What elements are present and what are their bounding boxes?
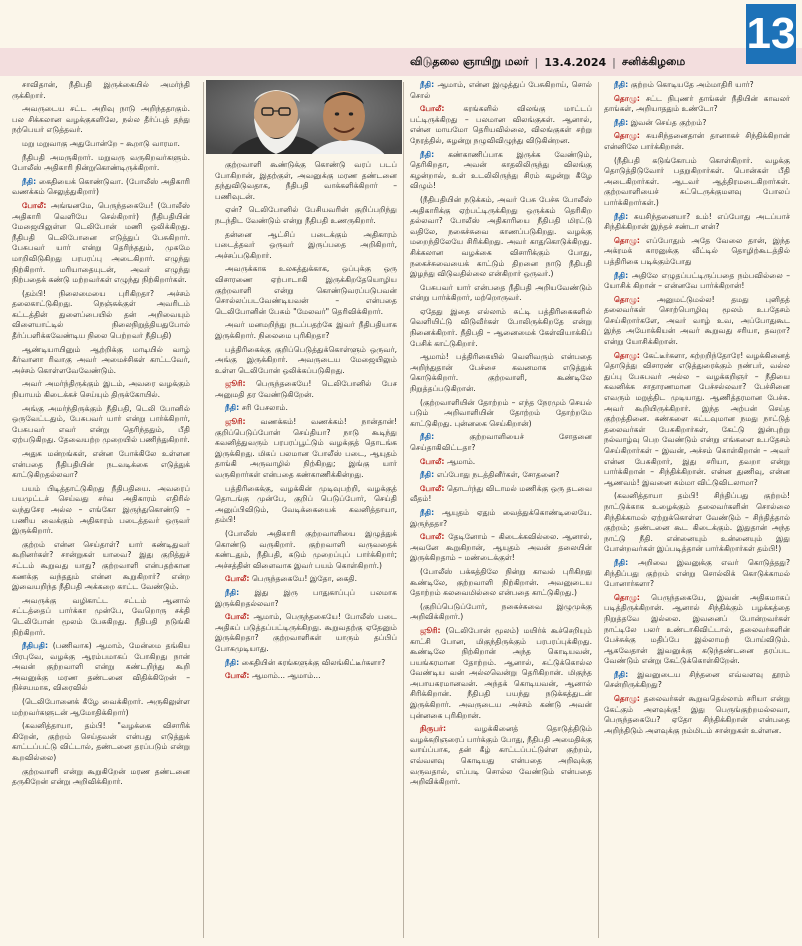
speaker-label: நீதி: [420,80,438,89]
article-paragraph: போலீ: ஆமாம், பெருந்தகையே! போலீஸ் படை அதிகப் படுத்தப்பட்டிருக்கிறது. கூறுவதற்கு ஏதேனும் இருக்கிறதா? குற்றவாளிகள் யாரும் தப்பிப் போகமுடியாது. [215,612,397,653]
article-paragraph: தொழு: சட்ட நிபுணர் தாங்கள் நீதியின் காவலர் தாங்கள், அறியாததும் உண்டோ? [604,93,790,114]
article-paragraph: அவர் மனமறிந்து நடப்பதற்கே இவர் நீதிபதியாக இருக்கிறார். நிலைமை புரிகிறதா? [215,320,397,340]
speaker-label: நீதி: [225,403,242,413]
article-paragraph: ஏதேது இதை எல்லாம் சுட்டி பத்திரிகைகளில் வெளியிட்டு விடுவீர்கள் போலிருக்கிறதே என்று நினைக்கிறார். நீதிபதி – ஆனைமைக் கேள்வியாக்கிப் பேசிக் காட்டுகிறார். [410,306,592,348]
article-paragraph: சாவிதான், நீதிபதி இருக்கையில் அமர்ந்தி ருக்கிறார். [12,80,190,100]
article-paragraph: நீதி: குற்றம் கொடியதே அம்மாதிரி யார்? [614,80,754,89]
publication-date: 13.4.2024 [544,55,607,69]
article-paragraph: போலீ: அங்ஙனமே, பெருந்தகையே! (போலீஸ் அதிகாரி வெளியே செல்கிறார்) நீதிபதியின் மேஜையிலுள்ள டெலிபோன் மணி ஒலிக்கிறது. நீதிபதி டெலிபோனை எடுத்துப் பேசுகிறார். பேசுபவர் யார் என்று தெரிந்ததும், முகமே மாறிவிடுகிறது பரபரப்பு அடைகிறார். எழுந்து நிற்கிறார். மரியாதையுடன், அவர் எழுந்து நிற்பதைக் கண்டு மற்றவர்கள் எழுந்து நிற்கிறார்கள். [12,200,190,285]
article-paragraph: நீதி: கைதியைக் கொண்டுவா. (போலீஸ் அதிகாரி வணக்கம் செலுத்துகிறார்) [12,176,190,197]
article-paragraph: போலீ: கரங்களில் விலங்கு மாட்டப் பட்டிருக்கிறது – பலமான விலங்குகள். ஆனால், என்ன மாயமோ தெரியவில்லை, விலங்குகள் சற்று நேரத்தில், சுழன்று நழுவிவிழுந்து விடுகின்றன. [410,104,592,145]
speaker-label: தொழு: [614,294,657,304]
speaker-label: நீதி: [614,669,638,679]
speaker-label: போலீ: [225,612,254,622]
article-paragraph: மறு மறுவாகு அதுபோன்றே – கூறாடு வாரமா. [22,138,180,148]
speaker-label: தொழு: [614,592,652,602]
article-column-4 [604,80,790,940]
speaker-label: நீதி: [420,432,470,442]
article-paragraph: பத்திரிகைக்கு குறிப்பெடுத்துக்கொள்ளும் ஒருவர், அங்கு இருக்கிறார். அவருடைய மேஜையிலும் உள்ள டெலிபோன் ஒலிக்கப்படுகிறது. [215,344,397,375]
article-paragraph: போலீ: ஆமாம்... ஆமாம்... [225,671,321,681]
article-paragraph: போலீ: தேடினோம் – கிடைக்கவில்லை. ஆனால், அவனே கூறுகிறான், ஆயுதம் அவன் தலையின் இருக்கிறதாம் – மண்டைக்குள்! [410,532,592,563]
page-number-badge: 13 [746,4,796,64]
article-paragraph: அவருடைய சட்ட அறிவு நாடு அறிந்ததாகும். பல சிக்கலான வழக்குகளிலே, நல்ல தீர்ப்புத் தந்து நற்பெயர் எடுத்தவர். [12,104,190,135]
speaker-label: தொழு: [614,93,646,103]
article-paragraph: (கவனித்தாயா தம்பி! சிந்திப்பது குற்றம்! நாட்டுக்காக உழைக்கும் தலைவர்களின் சொல்லை சிந்திக்காமல் ஏற்றுக்கொள்ள வேண்டும் – சிந்தித்தால் குற்றம்; தண்டனை கூட கிடைக்கும். இதுதான் அந்த நாட்டு நீதி. என்னையும் உன்னையும் இது போன்றவர்கள் இப்படித்தான் பார்க்கிறார்கள் தம்பி!) [604,491,790,554]
article-paragraph: நிருபர்: வழக்கினைத் தொடுத்திடும் வழக்கறிஞரைப் பார்க்கும் போது, நீதிபதி அமைதிக்கு வாய்ப்பாக, தன் கீழ் காட்டப்பட்டுள்ள குற்றம், எவ்வளவு கொடியது என்பதை அறிவுக்கு வருவதால், எப்படி சொல்ல வேண்டும் என்பதை அறிவிக்கிறார். [410,724,592,787]
article-paragraph: நீதி: கைதியின் கரங்களுக்கு விலங்கிட்டீர்களா? [225,657,386,667]
speaker-label: நீதி: [420,470,437,480]
speaker-label: தொழு: [614,131,647,141]
article-paragraph: அங்கு அமர்ந்திருக்கும் நீதிபதி, டெலி போனில் ஒருவேட்டதும், பேசுபவர் யார் என்று பார்க்கிறார், பேசுபவர் எவர் என்று தெரிந்ததும், பீதி ஏற்படுகிறது. தேவையற்ற முறையில் பணிந்துகிறார். [12,403,190,445]
article-paragraph: (டெலிபோனைக் கீழே வைக்கிறார். அருகிலுள்ள மற்றவர்களுடன் ஆமோதிக்கிறார்) [12,697,190,717]
article-paragraph: ஜூரி: (டெலிபோன் மூலம்) மயிர்க் கூச்செறியும் காட்சி போன, மிகுந்திருக்கும் பரபரப்புக்கிறது. கூண்டிலே நிற்கிறான் அந்த கொடியவன், பயங்கரமான தோற்றம். ஆனால், சுட்டுக்கொல்ல வேண்டிய வன் அல்லவென்று தெரிகிறான். மிகுந்த அபாயகரமானவன். அந்தக் கொடியவன், ஆனால் சிரிக்கிறான். நீதிபதி பயந்து நடுக்கத்துடன் இருக்கிறார். அவருடைய அச்சம் கண்டு அவன் புன்னகை புரிகிறான். [410,625,592,720]
speaker-label: போலீ: [420,483,448,493]
article-paragraph: ஆண்டியாயினும் ஆற்றிக்கு மாடியில் வாழ் கீர்வானா ரிவாகு அவர் அமைச்சிகள் காட்டவேர், அச்சம் கொள்ளவேவேண்டும். [12,344,190,375]
speaker-label: நீதி: [614,557,638,567]
speaker-label: போலீ: [225,574,253,584]
article-paragraph: குற்றவாளி கூண்டுக்கு கொண்டு வரப் படப் போகிறான், இதற்குள், அவனுக்கு மரண தண்டனை தந்துவிடுவதாக, நீதிபதி வாக்களிக்கிறார் – பணிவுடன். [215,160,397,201]
article-column-2 [215,160,397,940]
article-paragraph: (நீதிபதி கடுங்கோபம் கொள்கிறார். வழக்கு தொடுத்திடுவோர் பதறுகிறார்கள். பொன்கள் பீதி அடைகிறார்கள். ஆடவர் ஆத்திரமடைகிறார்கள். குற்றவாளியைச் சுட்டெருக்குமளவு போலப் பார்க்கிறார்கள்.) [604,155,790,207]
publication-title: விடுதலை ஞாயிறு மலர் [410,54,529,68]
speaker-label: நீதி: [225,657,242,667]
article-paragraph: தொழு: எப்போதும் அதே வேலை தான், இந்த அக்ரமக் காரனுக்கு வீட்டில் தொழிற்கூடத்தில் பத்திரிகை படிக்கும்போது [604,235,790,266]
speaker-label: நீதி: [614,270,632,280]
speaker-label: நீதி: [22,176,40,186]
speaker-label: நீதி: [614,117,631,127]
article-paragraph: நீதி: சரி பேசலாம். [225,403,288,413]
article-paragraph: நீதி: கண்காணிப்பாக இருக்க வேண்டும், தெரிகிறதா, அவன் காதலிலிருந்து விலங்கு கழன்றால், உள் உடலிலிருந்து சிரம் கழன்று கீழே விழும்! [410,149,592,191]
article-paragraph: குற்றவாளி என்று கூறுகிறேன் மரண தண்டனை தருகிறேன் என்று அறிவிக்கிறார். [12,766,190,787]
speaker-label: நீதி: [420,507,442,517]
speaker-label: ஜூரி: [225,417,261,427]
speaker-label: தொழு: [614,694,644,704]
header-separator: | [534,55,539,69]
article-paragraph: நீதி: அறிவை இவனுக்கு எவர் கொடுத்தது? சிந்திப்பது குற்றம் என்று சொல்லிக் கொடுக்காமல் போனார்களா? [604,557,790,589]
article-column-3 [410,80,592,940]
speaker-label: நீதி: [225,587,255,597]
article-paragraph: ஏன்? டெலிபோனில் பேசியவரின் குறிப்பறிந்து நடந்திட வேண்டும் என்று நீதிபதி உணருகிறார். [215,205,397,225]
article-paragraph: பயம் பிடித்தாட்டுகிறது நீதிபதியை. அவரைப் பயமுட்டச் செய்வது சர்வ அதிகாரம் எதிரில் வந்துசேர அல்ல – எங்கோ இருந்துகொண்டு – பணிய வைக்கும் அதிகாரம் படைத்தவர் ஒருவர் இருக்கிறார். [12,483,190,536]
article-paragraph: (தம்பி! நிலைமையை புரிகிறதா? அச்சம் தலைகாட்டுகிறது. நெஞ்சுக்குள் அவரிடம் கட்டத்தின் துளைப்பையில் தன் அறிவையும் விளையாட்டில் நிலைநிறுத்தியதுபோல் தீர்ப்பளிக்கவேண்டிய நிலை பெற்றவர் நீதிபதி) [12,288,190,341]
speaker-label: ஜூரி: [420,625,446,635]
speaker-label: போலீ: [22,200,51,210]
speaker-label: நீதி: [614,211,634,221]
speaker-label: போலீ: [420,104,464,114]
speaker-label: நிருபர்: [420,724,475,734]
article-paragraph: நீதி: சுயசிந்தனையா? உம்! எப்போது அடப்பாச் சிந்திக்கிறான் இந்தச் சண்டா ளன்? [604,211,790,232]
article-paragraph: பேசுபவர் யார் என்பதை நீதிபதி அறியவேண்டும் என்று பார்க்கிறார், மற்றொருவர். [410,282,592,303]
article-paragraph: ஜூரி: பெருந்தகையே! டெலிபோனில் பேச அனுமதி தர வேண்டுகிறேன். [215,379,397,399]
article-paragraph: தொழு: சுயசிந்தனைதான் தானாகச் சிந்திக்கிறான் என்னிலே பார்க்கிறான். [604,131,790,151]
article-paragraph: அவருக்காக உலகத்துக்காக, ஒப்புக்கு ஒரு விசாரணை ஏற்பாடாகி இருக்கிறதேயொழிய குற்றவாளி என்று கொண்டுவரப்படுபவன் சொல்லப்படவேண்டியவன் – என்பதை டெலிபோனின் பேசும் "மேலவர்" தெரிவிக்கிறார். [215,264,397,316]
article-paragraph: போலீ: ஆமாம். [420,456,476,466]
article-column-1 [12,80,190,940]
article-paragraph: நீதி: ஆமாம், என்ன இழுத்துப் பேசுகிறாய், சொல் சொல் [410,80,592,100]
column-divider [403,82,404,938]
speaker-label: நீதி: [420,149,449,159]
article-paragraph: நீதி: குற்றவாளியைச் சோதனை செய்தாகிவிட்டதா? [410,432,592,452]
article-paragraph: தன்னை ஆட்சிப் படைக்கும் அதிகாரம் படைத்தவர் ஒருவர் இருப்பதை அறிகிறார், அச்சப்படுகிறார். [215,229,397,260]
publication-day: சனிக்கிழமை [621,54,686,68]
speaker-label: தொழு: [614,350,643,360]
column-divider [203,82,204,938]
article-paragraph: (போலீஸ் பக்கத்திலே நின்று காவல் புரிகிறது கூண்டிலே, குற்றவாளி நிற்கிறான். அவனுடைய தோற்றம் கலவைமில்லை என்பதை காட்டுகிறது.) [410,566,592,598]
article-paragraph: அவருக்கு வழிகாட்ட சட்டம் ஆனால் சட்டத்தைப் பார்க்கா முன்பே, வேறொரு சக்தி டெலிபோன் மூலம் பேசுகிறது. நீதிபதி நடுங்கி நிற்கிறார். [12,595,190,637]
article-paragraph: குற்றம் என்ன செய்தாள்? யார் கண்டிதுவர் கூறினர்கள்? சான்றுகள் யாவை? இது குறித்துச் சட்டம் கூறுவது யாது? குற்றவாளி என்பதற்கான கணக்கு வந்ததும் என்ன கூறுகிறார்? என்ற இவையறிந்த நீதிபதி அக்கறை காட்ட வேண்டும். [12,539,190,592]
article-paragraph: தொழு: கேட்டீர்களா, கற்றறிந்தோரே! வழக்கினைத் தொடுத்து விசாரண் எடுத்துரைக்கும் நண்பர், வல்ல துப்பு பேசுபவர் அல்ல – வழக்கறிஞர் – நீதியை கவனிக்க சாதாரணமான பேச்சல்லவா? பேச்சினை எவரும் மறுத்திட முடியாது. ஆணித்தரமான பேச்சு. அவர் கூறியிருக்கிறார். இந்த அற்பன் செய்த குற்றத்தினை. கண்களை கட்டவுமான நமது நாட்டுத் தலைவர்கள் பேசுகிறார்கள், கேட்டு இன்புற்று நல்வாழ்வு பெற வேண்டும் என்று எங்களை உபதேசம் செய்கிறார்கள் – இவன், அச்சம் கொள்கிறான் – அவர் என்ன பேசுகிறார், இது சரியா, தவறா என்று பார்க்கிறான் – சிந்திக்கிறான். என்ன துணிவு, என்ன ஆணவம்! இவனை சும்மா விட்டுவிடலாமா? [604,350,790,487]
article-paragraph: நீதி: இது இரு பாதுகாப்புப் பலமாக இருக்கிறதல்லவா? [215,587,397,608]
speaker-label: நீதிபதி: [22,641,53,651]
page-header [410,52,685,72]
article-paragraph: நீதி: எப்போது நடத்தினீர்கள், சோதனை? [420,470,560,480]
article-paragraph: (கவனித்தாயா, தம்பி! "வழக்கை விசாரிக் கிறேன், குற்றம் செய்தவன் என்பது எடுத்துக் காட்டப்பட்டு விட்டால், தண்டனை தரப்படும் என்று கூறவில்லை) [12,721,190,763]
speaker-label: நீதி: [614,80,631,89]
article-paragraph: தொழு: பெருந்தகையே, இவன் அதிகமாகப் படித்திருக்கிறான். ஆனால் சிந்திக்கும் பழக்கத்தை நிறுத்தவே இல்லை. இவனைப் போன்றவர்கள் நாட்டிலே பலர் உண்டாகிவிட்டால், தலைவர்களின் பேச்சுக்கு மதிப்பே இல்லாமற் போய்விடும். ஆகவேதான் இவனுக்கு கடுந்தண்டனை தரப்பட வேண்டும் என்று கேட்டுக்கொள்கிறேன். [604,592,790,666]
article-paragraph: நீதி: அதிலே எழுதப்பட்டிருப்பதை நம்பவில்லை – யோசிக் கிறான் – என்னவே பார்க்கிறான்! [604,270,790,291]
article-paragraph: தொழு: தலைவர்கள் கூறுவதெல்லாம் சரியா என்று கேட்கும் அளவுக்கு! இது பெருங்குற்றமல்லவா, பெருந்தகையே? ஏதோ சிந்திக்கிறான் என்பதை அறிந்திடும் அளவுக்கு நம்மிடம் சான்றுகள் உள்ளன. [604,694,790,735]
article-paragraph: நீதி: இவனுடைய சிந்தனை எவ்வளவு தூரம் சென்றிருக்கிறது? [604,669,790,690]
portrait-photo [206,80,402,154]
speaker-label: போலீ: [420,532,449,542]
article-paragraph: அதுக மன்றங்கள், என்ன போக்கிலே உள்ளன என்பதை நீதிபதியின் நடவடிக்கை எடுத்துக் காட்டுகிறதல்லவா? [12,449,190,480]
speaker-label: போலீ: [225,671,253,681]
header-separator: | [612,55,616,69]
speaker-label: ஜூரி: [225,379,256,389]
article-paragraph: (குற்றவாளியின் தோற்றம் – எந்த நேரமும் செயல் படும் அறிவாளியின் தோற்றம் தோற்றமே காட்டுகிறது. புன்னகை செய்கிறான்) [410,397,592,428]
article-paragraph: ஆமாம்! பத்திரிகையில் வெளிவரும் என்பதை அறிந்துதான் பேச்சை கவனமாக எடுத்துக் கொடுக்கிறார். குற்றவாளி, கூண்டிலே நிறுத்தப்படுகிறான். [410,352,592,394]
article-paragraph: நீதி: இவன் செய்த குற்றம்? [614,117,707,127]
article-paragraph: தொழு: அனுமட்டுமல்ல! தமது புனிதத் தலைவர்கள் சொற்பொழிவு மூலம் உபதேசம் செய்கிறார்களே, அவர் வாழ் உவ, அப்போதுகூட இந்த அயோக்கியன் அவர் கூறுவது சரியா, தவறா? என்று யோசிக்கிறான். [604,294,790,347]
article-paragraph: நீதி: ஆயுதம் ஏதும் வைத்துக்கொண்டிலையே. இருந்ததா? [410,507,592,528]
article-paragraph: போலீ: பெருந்தகையே! இதோ, கைதி. [225,574,358,584]
article-paragraph: (போலீஸ் அதிகாரி குற்றவாளியை இழுத்துக் கொண்டு வருகிறார். குற்றவாளி வருவதைக் கண்டதும், நீதிபதி, கடும் முறைப்புப் பார்க்கிறார்; அச்சத்தின் விளைவாக இவர் பயம் கொள்கிறார்.) [215,529,397,570]
speaker-label: தொழு: [614,235,647,245]
article-paragraph: (நீதிபதியின் நடுக்கம், அவர் பேசு பேச்சு போலீஸ் அதிகாரிக்கு ஏற்பட்டிருக்கிறது ஒருக்கம் தெரிகிற தல்லவா? போலீஸ் அதிகாரியை நீதிபதி மிரட்டு வதிலே, நகைச்சுவை காணப்படுகிறது. வழக்கு மறைந்திலேயே சிரிக்கிறது. அவர் காதுகொடுக்கிறது. சிக்கலான வழக்கை விசாரிக்கும் போது, நகைச்சுவையைக் காட்டும் திறனை நாடு நீதிபதி இழந்து விடுவதில்லை என்கிறார் ஒருவர்.) [410,194,592,279]
article-paragraph: (குறிப்பெடுப்போர், நகைச்சுவை இழுமுக்கு அறிவிக்கிறார்.) [410,601,592,622]
portrait-illustration [206,80,402,154]
column-divider [598,82,599,938]
article-paragraph: போலீ: தொடர்ந்து விடாமல் மணிக்கு ஒரு தடவை வீதம்! [410,483,592,504]
article-paragraph: அவர் அமர்ந்திருக்கும் இடம், அவரை வழக்கும் நியாயம் கிடைக்கச் செய்யும் திருக்கோயில். [12,379,190,400]
speaker-label: போலீ: [420,456,448,466]
article-paragraph: நீதிபதி அமருகிறார். மறுவரு வருகிறவர்களும். போலீஸ் அதிகாரி நின்றுகொண்டிருக்கிறார். [12,152,190,173]
article-paragraph: பத்திரிகைக்கு, வழக்கின் முடிவுபற்றி, வழக்குத் தொடங்கு முன்பே, குறிப் பெடுப்போர், செய்தி அனுப்பிவிடும், வேடிக்கையைக் கவனித்தாயா, தம்பி! [215,483,397,525]
article-paragraph: நீதிபதி: (பணிவாக) ஆமாம், மேன்மை தங்கிய பிரபுவே, வழக்கு ஆரம்பமாகப் போகிறது நான் அவன் குற்றவாளி என்று கண்டறிந்து கூறி அவனுக்கு மரண தண்டனை விதிக்கிறேன் – நிச்சயமாக, விரைவில் [12,641,190,693]
article-paragraph: ஜூரி: வணக்கம்! வணக்கம்! நான்தான்! குறிப்பெடுப்போன் செய்தியா? நாடு கூடிந்து கவனித்துவரும் பரபரப்பூட்டும் வழக்குத் தொடங்க இருக்கிறது. மிகப் பலமான போலீஸ் படை, ஆயுதம் தாங்கி அருவாழில் நிற்கிறது; இங்கு யார் வருகிறார்கள் என்பதை கண்காணிக்கின்றது. [215,417,397,480]
